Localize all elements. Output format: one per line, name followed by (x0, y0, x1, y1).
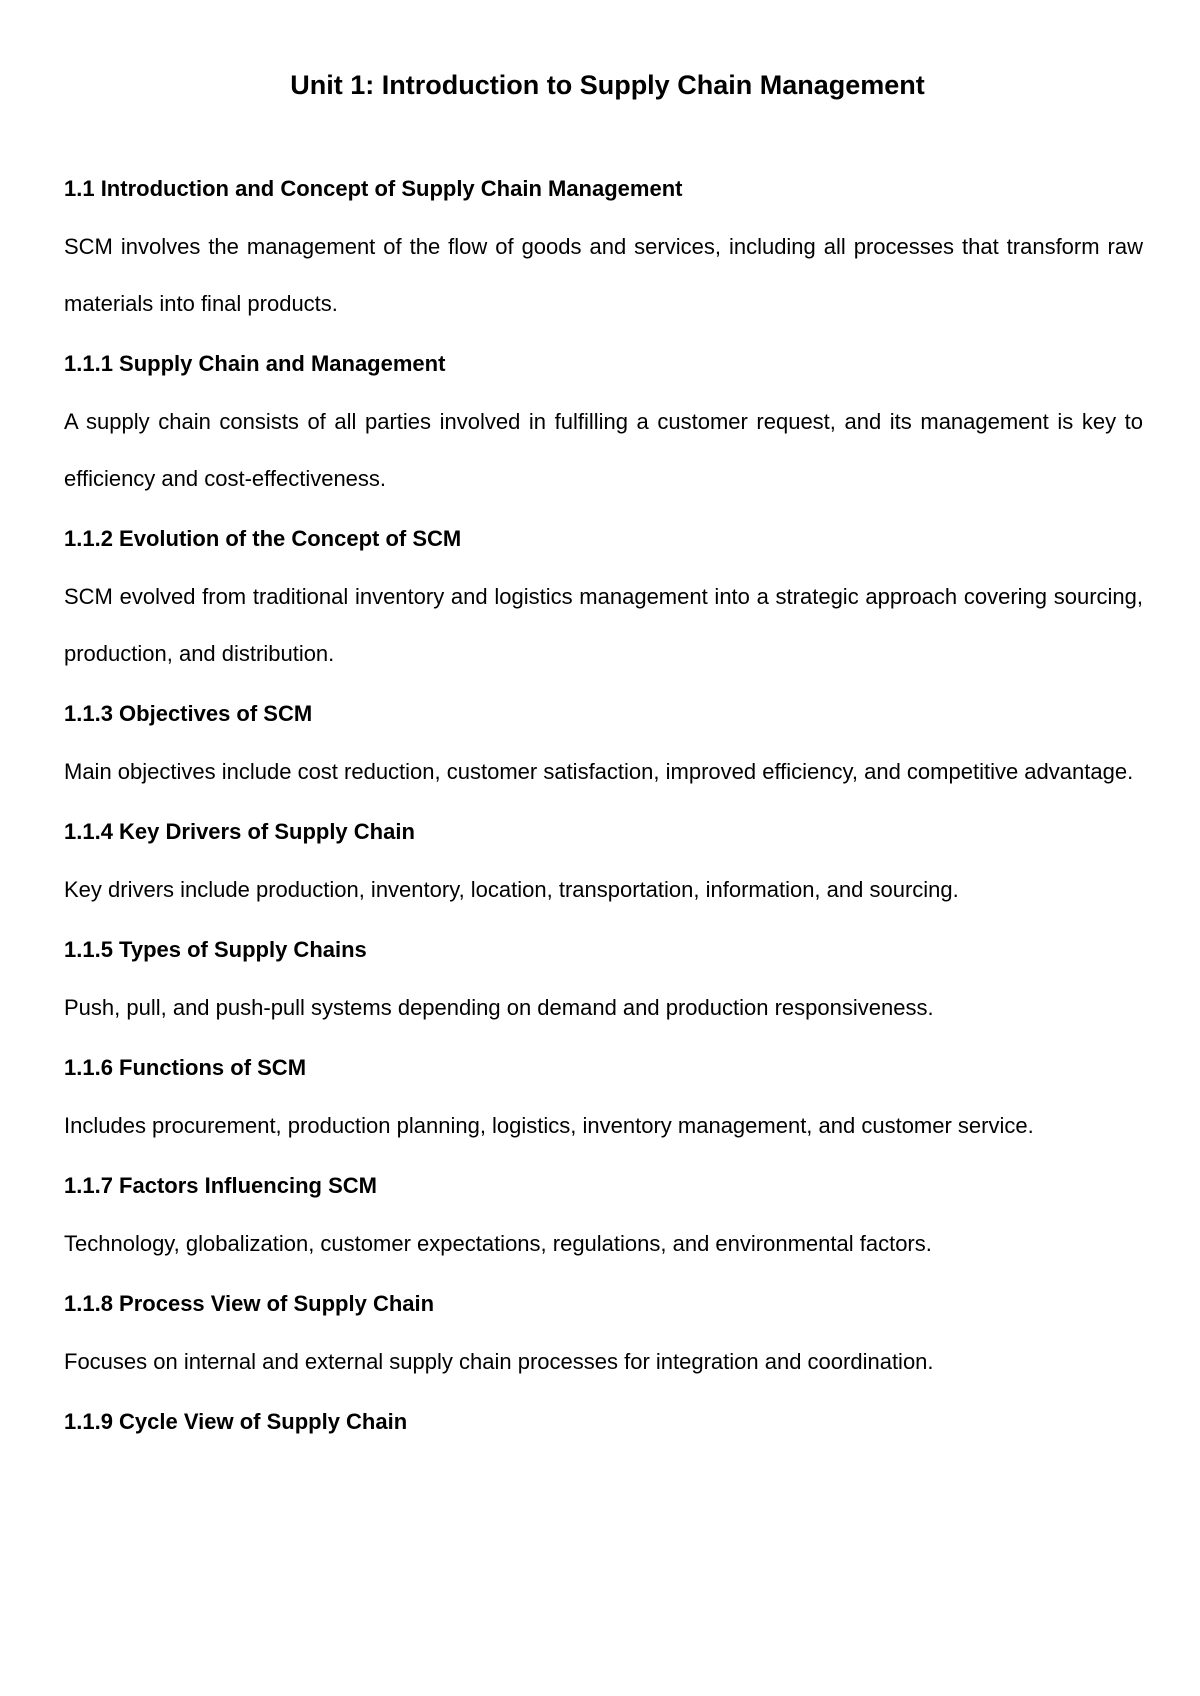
section-1-1-3 (64, 699, 1143, 800)
section-heading: 1.1 Introduction and Concept of Supply Chain Management (64, 176, 683, 201)
section-1-1-5 (64, 935, 1143, 1036)
section-heading: 1.1.2 Evolution of the Concept of SCM (64, 526, 462, 551)
section-1-1-8 (64, 1289, 1143, 1390)
section-1-1-7 (64, 1171, 1143, 1272)
section-heading: 1.1.9 Cycle View of Supply Chain (64, 1409, 408, 1434)
section-body: Technology, globalization, customer expectations, regulations, and environmental factors. (64, 1231, 932, 1256)
section-heading: 1.1.6 Functions of SCM (64, 1055, 307, 1080)
section-1-1-1 (64, 349, 1143, 507)
page-title: Unit 1: Introduction to Supply Chain Management (290, 70, 925, 100)
section-heading: 1.1.3 Objectives of SCM (64, 701, 313, 726)
section-heading: 1.1.7 Factors Influencing SCM (64, 1173, 377, 1198)
section-body: A supply chain consists of all parties involved in fulfilling a customer request, and its management is key to efficiency and cost-effectiveness. (64, 409, 1143, 491)
section-1-1-9 (64, 1407, 1143, 1437)
section-1-1-6 (64, 1053, 1143, 1154)
section-body: SCM evolved from traditional inventory and logistics management into a strategic approach covering sourcing, production, and distribution. (64, 584, 1143, 666)
section-heading: 1.1.8 Process View of Supply Chain (64, 1291, 435, 1316)
section-heading: 1.1.1 Supply Chain and Management (64, 351, 446, 376)
section-body: Includes procurement, production planning, logistics, inventory management, and customer service. (64, 1113, 1034, 1138)
section-heading: 1.1.4 Key Drivers of Supply Chain (64, 819, 415, 844)
section-body: Push, pull, and push-pull systems depending on demand and production responsiveness. (64, 995, 934, 1020)
section-1-1-2 (64, 524, 1143, 682)
section-body: SCM involves the management of the flow of goods and services, including all processes that transform raw materials into final products. (64, 234, 1143, 316)
section-1-1 (64, 174, 1143, 332)
section-1-1-4 (64, 817, 1143, 918)
section-body: Main objectives include cost reduction, customer satisfaction, improved efficiency, and competitive advantage. (64, 759, 1134, 784)
section-body: Key drivers include production, inventory, location, transportation, information, and sourcing. (64, 877, 959, 902)
section-body: Focuses on internal and external supply chain processes for integration and coordination. (64, 1349, 934, 1374)
section-heading: 1.1.5 Types of Supply Chains (64, 937, 367, 962)
